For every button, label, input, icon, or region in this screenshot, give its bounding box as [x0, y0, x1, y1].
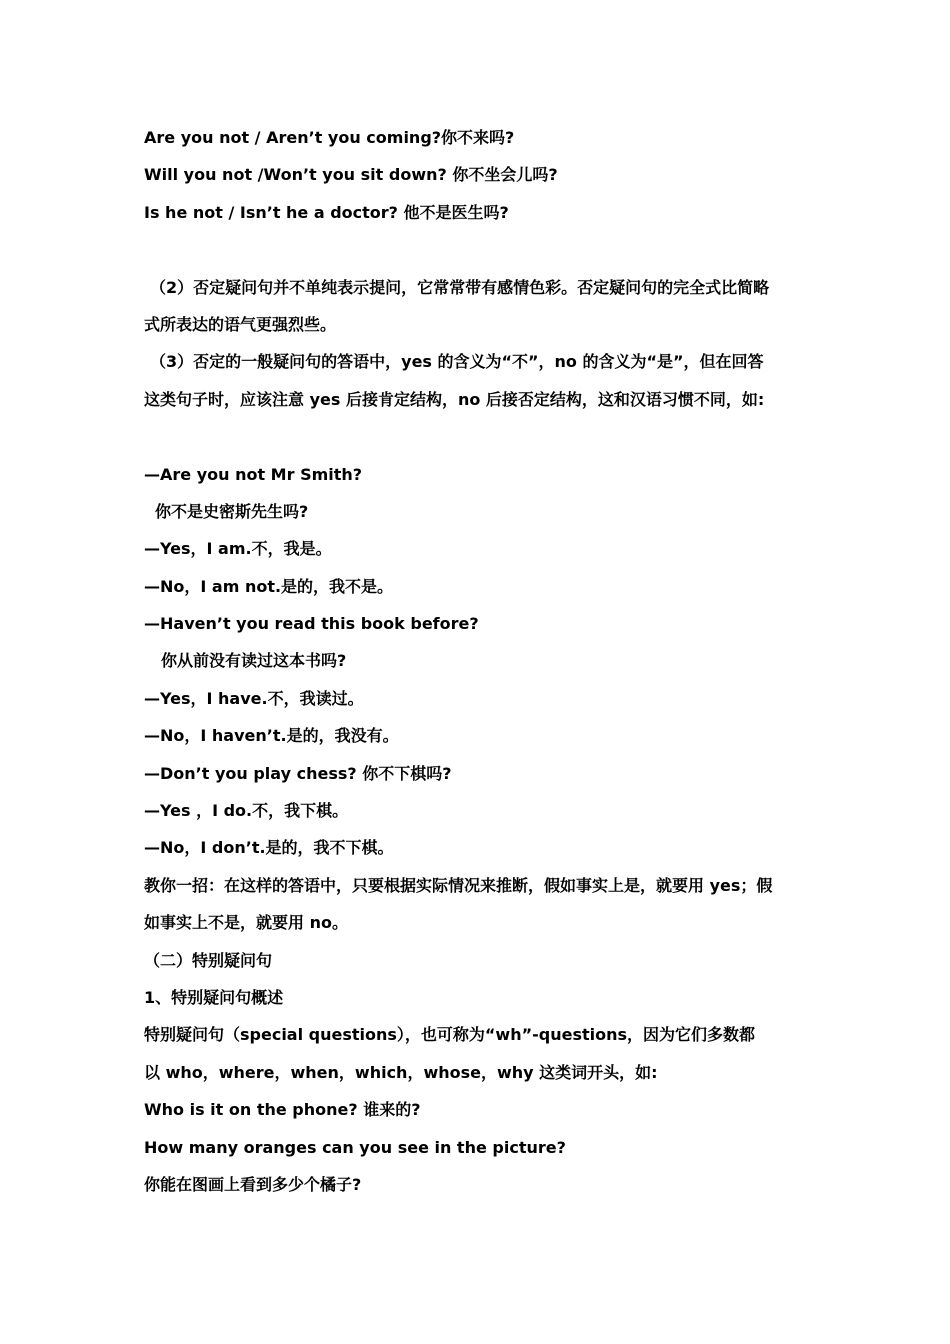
dialogue-line: —No，I haven’t.是的，我没有。 — [144, 726, 399, 746]
subsection-heading: 1、特别疑问句概述 — [144, 987, 284, 1007]
paragraph-line: （2）否定疑问句并不单纯表示提问，它常常带有感情色彩。否定疑问句的完全式比简略 — [150, 277, 770, 297]
document-body — [144, 119, 812, 1203]
paragraph-line: （3）否定的一般疑问句的答语中，yes 的含义为“不”，no 的含义为“是”，但在回答 — [150, 352, 764, 372]
translation-line: 你不是史密斯先生吗? — [155, 501, 309, 521]
dialogue-line: —Yes ，I do.不，我下棋。 — [144, 801, 349, 821]
blank-line — [144, 418, 812, 455]
blank-line — [144, 231, 812, 268]
dialogue-line: —Are you not Mr Smith? — [144, 464, 363, 484]
dialogue-line: —No，I don’t.是的，我不下棋。 — [144, 838, 394, 858]
paragraph-line: 式所表达的语气更强烈些。 — [144, 314, 337, 334]
example-sentence: Who is it on the phone? 谁来的? — [144, 1100, 421, 1120]
section-heading: （二）特别疑问句 — [144, 950, 273, 970]
example-sentence: Are you not / Aren’t you coming?你不来吗? — [144, 128, 515, 147]
paragraph-line: 以 who，where，when，which，whose，why 这类词开头，如: — [144, 1062, 658, 1082]
example-sentence: How many oranges can you see in the picture? — [144, 1137, 566, 1157]
paragraph-line: 特别疑问句（special questions），也可称为“wh”-questions，因为它们多数都 — [144, 1025, 756, 1045]
tip-line: 如事实上不是，就要用 no。 — [144, 913, 348, 933]
example-sentence: Will you not /Won’t you sit down? 你不坐会儿吗? — [144, 165, 558, 185]
translation-line: 你从前没有读过这本书吗? — [161, 651, 347, 671]
example-sentence: Is he not / Isn’t he a doctor? 他不是医生吗? — [144, 202, 509, 222]
translation-line: 你能在图画上看到多少个橘子? — [144, 1174, 362, 1194]
dialogue-line: —No，I am not.是的，我不是。 — [144, 576, 394, 596]
dialogue-line: —Haven’t you read this book before? — [144, 614, 479, 634]
paragraph-line: 这类句子时，应该注意 yes 后接肯定结构，no 后接否定结构，这和汉语习惯不同，如: — [144, 389, 765, 409]
dialogue-line: —Yes，I am.不，我是。 — [144, 539, 332, 559]
tip-line: 教你一招：在这样的答语中，只要根据实际情况来推断，假如事实上是，就要用 yes；假 — [144, 875, 773, 895]
dialogue-line: —Yes，I have.不，我读过。 — [144, 688, 364, 708]
dialogue-line: —Don’t you play chess? 你不下棋吗? — [144, 763, 452, 783]
